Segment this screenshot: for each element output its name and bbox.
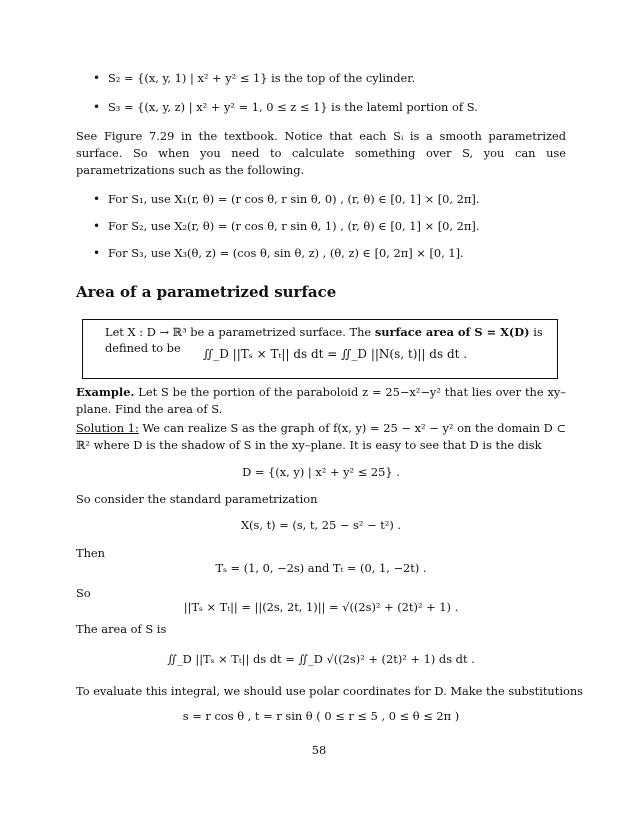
equation-parametrization: X(s, t) = (s, t, 25 − s² − t²) . — [240, 518, 402, 532]
text-polar-coordinates: To evaluate this integral, we should use polar coordinates for D. Make the substitutions — [76, 684, 584, 698]
equation-norm: ||Tₛ × Tₜ|| = ||(2s, 2t, 1)|| = √((2s)² + (2t)² + 1) . — [183, 600, 459, 614]
surface-area-formula: ∬_D ||Tₛ × Tₜ|| ds dt = ∬_D ||N(s, t)|| ds dt . — [203, 347, 468, 361]
definition-line-2: defined to be — [105, 341, 181, 355]
bullet-dot: • — [93, 100, 101, 114]
section-heading: Area of a parametrized surface — [76, 283, 337, 301]
text-area-of-s: The area of S is — [76, 622, 167, 636]
equation-substitutions: s = r cos θ , t = r sin θ ( 0 ≤ r ≤ 5 , 0 ≤ θ ≤ 2π ) — [182, 709, 460, 723]
bullet-dot: • — [93, 219, 101, 233]
equation-disk: D = {(x, y) | x² + y² ≤ 25} . — [242, 465, 400, 479]
bullet-param-s3: For S₃, use X₃(θ, z) = (cos θ, sin θ, z) , (θ, z) ∈ [0, 2π] × [0, 1]. — [108, 246, 464, 260]
equation-tangents: Tₛ = (1, 0, −2s) and Tₜ = (0, 1, −2t) . — [215, 561, 427, 575]
example-paragraph — [76, 384, 566, 418]
solution-paragraph — [76, 420, 566, 454]
text-then: Then — [76, 546, 106, 560]
bullet-s2: S₂ = {(x, y, 1) | x² + y² ≤ 1} is the top of the cylinder. — [108, 71, 416, 85]
bullet-param-s1: For S₁, use X₁(r, θ) = (r cos θ, r sin θ, 0) , (r, θ) ∈ [0, 1] × [0, 2π]. — [108, 192, 480, 206]
page-number: 58 — [311, 743, 327, 757]
solution-label: Solution 1: — [76, 421, 139, 435]
definition-box — [82, 319, 558, 379]
text-consider: So consider the standard parametrization — [76, 492, 318, 506]
surface-area-term: surface area of S = X(D) — [374, 325, 530, 339]
bullet-dot: • — [93, 246, 101, 260]
example-label: Example. — [76, 385, 135, 399]
example-text: Let S be the portion of the paraboloid z = 25−x²−y² that lies over the xy–plane. Find the area of S. — [76, 385, 566, 416]
bullet-dot: • — [93, 192, 101, 206]
solution-text: We can realize S as the graph of f(x, y) = 25 − x² − y² on the domain D ⊂ ℝ² where D is the shadow of S in the xy–plane. It is easy to see that D is the disk — [76, 421, 566, 452]
paragraph-figure-note: See Figure 7.29 in the textbook. Notice that each Sᵢ is a smooth parametrized surface. So when you need to calculate something over S, you can use parametrizations such as the following. — [76, 129, 566, 177]
bullet-dot: • — [93, 71, 101, 85]
bullet-param-s2: For S₂, use X₂(r, θ) = (r cos θ, r sin θ, 1) , (r, θ) ∈ [0, 1] × [0, 2π]. — [108, 219, 480, 233]
definition-line-1: Let X : D → ℝ³ be a parametrized surface. The surface area of S = X(D) is — [105, 325, 543, 339]
equation-area-integral: ∬_D ||Tₛ × Tₜ|| ds dt = ∬_D √((2s)² + (2t)² + 1) ds dt . — [167, 652, 475, 666]
bullet-s3: S₃ = {(x, y, z) | x² + y² = 1, 0 ≤ z ≤ 1} is the lateml portion of S. — [108, 100, 478, 114]
text-so: So — [76, 586, 91, 600]
